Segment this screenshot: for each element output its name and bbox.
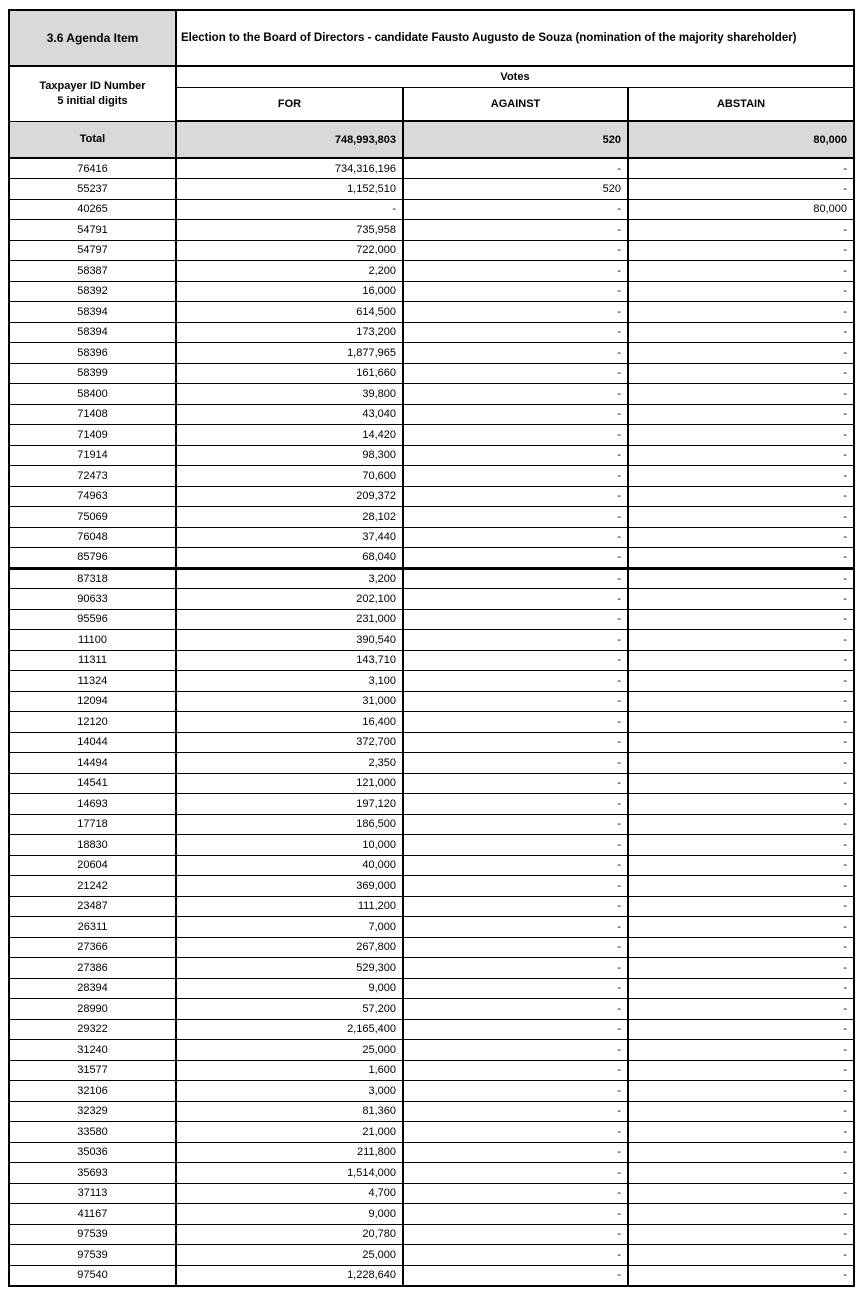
abstain-votes-cell: -: [628, 650, 854, 671]
abstain-votes-cell: -: [628, 876, 854, 897]
table-row: [9, 876, 854, 897]
taxpayer-id-cell: 87318: [9, 568, 176, 589]
for-votes-cell: 735,958: [176, 220, 403, 241]
against-votes-cell: -: [403, 527, 628, 548]
table-row: [9, 1019, 854, 1040]
table-row: [9, 917, 854, 938]
taxpayer-id-cell: 20604: [9, 855, 176, 876]
for-votes-cell: 39,800: [176, 384, 403, 405]
against-votes-cell: -: [403, 486, 628, 507]
abstain-votes-cell: -: [628, 158, 854, 179]
against-votes-cell: -: [403, 445, 628, 466]
table-row: [9, 691, 854, 712]
against-votes-cell: -: [403, 958, 628, 979]
against-votes-cell: -: [403, 855, 628, 876]
abstain-votes-cell: -: [628, 835, 854, 856]
against-votes-cell: -: [403, 425, 628, 446]
for-votes-cell: 186,500: [176, 814, 403, 835]
taxpayer-id-cell: 97539: [9, 1245, 176, 1266]
against-votes-cell: -: [403, 835, 628, 856]
abstain-votes-cell: -: [628, 1040, 854, 1061]
abstain-votes-cell: -: [628, 1019, 854, 1040]
total-against-votes: 520: [403, 121, 628, 158]
against-votes-cell: -: [403, 1122, 628, 1143]
against-votes-cell: -: [403, 794, 628, 815]
voting-results-table: [8, 9, 855, 1287]
taxpayer-id-header: [9, 66, 176, 121]
against-votes-cell: -: [403, 384, 628, 405]
against-votes-cell: -: [403, 1142, 628, 1163]
table-row: [9, 753, 854, 774]
abstain-votes-cell: -: [628, 1224, 854, 1245]
against-votes-cell: -: [403, 302, 628, 323]
abstain-votes-cell: -: [628, 1183, 854, 1204]
abstain-votes-cell: -: [628, 794, 854, 815]
abstain-votes-cell: -: [628, 1245, 854, 1266]
against-votes-cell: -: [403, 937, 628, 958]
against-votes-cell: -: [403, 1101, 628, 1122]
table-row: [9, 1060, 854, 1081]
abstain-votes-cell: 80,000: [628, 199, 854, 220]
taxpayer-id-cell: 12094: [9, 691, 176, 712]
taxpayer-id-cell: 17718: [9, 814, 176, 835]
against-votes-cell: -: [403, 712, 628, 733]
for-votes-cell: 173,200: [176, 322, 403, 343]
vote-rows: [9, 158, 854, 1286]
table-row: [9, 835, 854, 856]
taxpayer-id-cell: 31240: [9, 1040, 176, 1061]
taxpayer-id-cell: 21242: [9, 876, 176, 897]
abstain-votes-cell: -: [628, 589, 854, 610]
for-votes-cell: 9,000: [176, 978, 403, 999]
for-votes-cell: 614,500: [176, 302, 403, 323]
abstain-votes-cell: -: [628, 1060, 854, 1081]
table-row: [9, 794, 854, 815]
table-row: [9, 158, 854, 179]
for-votes-cell: 28,102: [176, 507, 403, 528]
for-votes-cell: 3,000: [176, 1081, 403, 1102]
against-votes-cell: -: [403, 609, 628, 630]
abstain-votes-cell: -: [628, 384, 854, 405]
against-votes-cell: -: [403, 1040, 628, 1061]
column-header-abstain: ABSTAIN: [628, 87, 854, 121]
for-votes-cell: 1,877,965: [176, 343, 403, 364]
against-votes-cell: -: [403, 240, 628, 261]
against-votes-cell: -: [403, 1081, 628, 1102]
abstain-votes-cell: -: [628, 958, 854, 979]
table-row: [9, 179, 854, 200]
table-row: [9, 261, 854, 282]
for-votes-cell: 2,165,400: [176, 1019, 403, 1040]
against-votes-cell: -: [403, 1204, 628, 1225]
table-row: [9, 1265, 854, 1286]
taxpayer-id-cell: 58399: [9, 363, 176, 384]
for-votes-cell: 211,800: [176, 1142, 403, 1163]
taxpayer-id-cell: 33580: [9, 1122, 176, 1143]
taxpayer-id-cell: 28990: [9, 999, 176, 1020]
taxpayer-id-cell: 11324: [9, 671, 176, 692]
for-votes-cell: 1,152,510: [176, 179, 403, 200]
abstain-votes-cell: -: [628, 712, 854, 733]
for-votes-cell: -: [176, 199, 403, 220]
table-row: [9, 1040, 854, 1061]
table-row: [9, 1183, 854, 1204]
table-row: [9, 343, 854, 364]
taxpayer-id-cell: 14044: [9, 732, 176, 753]
for-votes-cell: 2,350: [176, 753, 403, 774]
for-votes-cell: 529,300: [176, 958, 403, 979]
for-votes-cell: 16,400: [176, 712, 403, 733]
table-row: [9, 384, 854, 405]
against-votes-cell: -: [403, 363, 628, 384]
for-votes-cell: 81,360: [176, 1101, 403, 1122]
abstain-votes-cell: -: [628, 1122, 854, 1143]
for-votes-cell: 231,000: [176, 609, 403, 630]
against-votes-cell: -: [403, 1019, 628, 1040]
against-votes-cell: -: [403, 773, 628, 794]
abstain-votes-cell: -: [628, 568, 854, 589]
for-votes-cell: 1,514,000: [176, 1163, 403, 1184]
taxpayer-id-cell: 90633: [9, 589, 176, 610]
against-votes-cell: -: [403, 507, 628, 528]
for-votes-cell: 31,000: [176, 691, 403, 712]
table-row: [9, 630, 854, 651]
taxpayer-id-cell: 58387: [9, 261, 176, 282]
for-votes-cell: 37,440: [176, 527, 403, 548]
against-votes-cell: -: [403, 876, 628, 897]
taxpayer-id-cell: 71409: [9, 425, 176, 446]
total-label: Total: [9, 121, 176, 158]
against-votes-cell: -: [403, 1163, 628, 1184]
table-row: [9, 1081, 854, 1102]
table-row: [9, 732, 854, 753]
table-row: [9, 1101, 854, 1122]
table-row: [9, 589, 854, 610]
taxpayer-id-cell: 71914: [9, 445, 176, 466]
agenda-item-description: Election to the Board of Directors - candidate Fausto Augusto de Souza (nomination of the majority shareholder): [176, 10, 854, 66]
for-votes-cell: 143,710: [176, 650, 403, 671]
against-votes-cell: -: [403, 1060, 628, 1081]
for-votes-cell: 1,228,640: [176, 1265, 403, 1286]
against-votes-cell: -: [403, 1265, 628, 1286]
taxpayer-id-cell: 75069: [9, 507, 176, 528]
abstain-votes-cell: -: [628, 814, 854, 835]
for-votes-cell: 722,000: [176, 240, 403, 261]
abstain-votes-cell: -: [628, 1163, 854, 1184]
against-votes-cell: -: [403, 466, 628, 487]
taxpayer-id-cell: 76416: [9, 158, 176, 179]
taxpayer-id-cell: 11311: [9, 650, 176, 671]
abstain-votes-cell: -: [628, 261, 854, 282]
abstain-votes-cell: -: [628, 302, 854, 323]
taxpayer-id-cell: 40265: [9, 199, 176, 220]
abstain-votes-cell: -: [628, 1081, 854, 1102]
table-row: [9, 302, 854, 323]
abstain-votes-cell: -: [628, 978, 854, 999]
table-row: [9, 220, 854, 241]
table-row: [9, 814, 854, 835]
against-votes-cell: -: [403, 281, 628, 302]
abstain-votes-cell: -: [628, 732, 854, 753]
taxpayer-id-cell: 76048: [9, 527, 176, 548]
abstain-votes-cell: -: [628, 527, 854, 548]
taxpayer-id-cell: 27366: [9, 937, 176, 958]
table-row: [9, 486, 854, 507]
against-votes-cell: -: [403, 220, 628, 241]
taxpayer-id-header-line2: 5 initial digits: [57, 94, 128, 107]
table-row: [9, 240, 854, 261]
abstain-votes-cell: -: [628, 630, 854, 651]
abstain-votes-cell: -: [628, 179, 854, 200]
for-votes-cell: 372,700: [176, 732, 403, 753]
table-row: [9, 896, 854, 917]
table-row: [9, 1245, 854, 1266]
against-votes-cell: -: [403, 589, 628, 610]
for-votes-cell: 111,200: [176, 896, 403, 917]
for-votes-cell: 202,100: [176, 589, 403, 610]
abstain-votes-cell: -: [628, 404, 854, 425]
table-row: [9, 199, 854, 220]
taxpayer-id-cell: 14541: [9, 773, 176, 794]
table-row: [9, 1122, 854, 1143]
table-row: [9, 1204, 854, 1225]
taxpayer-id-cell: 95596: [9, 609, 176, 630]
table-row: [9, 404, 854, 425]
table-row: [9, 1163, 854, 1184]
table-row: [9, 650, 854, 671]
table-row: [9, 999, 854, 1020]
table-row: [9, 568, 854, 589]
taxpayer-id-cell: 11100: [9, 630, 176, 651]
taxpayer-id-cell: 14494: [9, 753, 176, 774]
for-votes-cell: 10,000: [176, 835, 403, 856]
for-votes-cell: 3,100: [176, 671, 403, 692]
abstain-votes-cell: -: [628, 281, 854, 302]
for-votes-cell: 16,000: [176, 281, 403, 302]
for-votes-cell: 70,600: [176, 466, 403, 487]
taxpayer-id-cell: 97540: [9, 1265, 176, 1286]
abstain-votes-cell: -: [628, 999, 854, 1020]
for-votes-cell: 197,120: [176, 794, 403, 815]
taxpayer-id-cell: 58396: [9, 343, 176, 364]
taxpayer-id-cell: 31577: [9, 1060, 176, 1081]
against-votes-cell: -: [403, 548, 628, 569]
against-votes-cell: -: [403, 322, 628, 343]
abstain-votes-cell: -: [628, 1265, 854, 1286]
for-votes-cell: 98,300: [176, 445, 403, 466]
for-votes-cell: 7,000: [176, 917, 403, 938]
against-votes-cell: -: [403, 691, 628, 712]
table-row: [9, 466, 854, 487]
for-votes-cell: 3,200: [176, 568, 403, 589]
abstain-votes-cell: -: [628, 896, 854, 917]
table-row: [9, 671, 854, 692]
column-header-for: FOR: [176, 87, 403, 121]
against-votes-cell: -: [403, 568, 628, 589]
against-votes-cell: 520: [403, 179, 628, 200]
taxpayer-id-cell: 12120: [9, 712, 176, 733]
for-votes-cell: 161,660: [176, 363, 403, 384]
abstain-votes-cell: -: [628, 425, 854, 446]
against-votes-cell: -: [403, 732, 628, 753]
for-votes-cell: 25,000: [176, 1040, 403, 1061]
abstain-votes-cell: -: [628, 466, 854, 487]
abstain-votes-cell: -: [628, 220, 854, 241]
table-row: [9, 773, 854, 794]
abstain-votes-cell: -: [628, 322, 854, 343]
abstain-votes-cell: -: [628, 753, 854, 774]
table-row: [9, 712, 854, 733]
agenda-item-label: 3.6 Agenda Item: [9, 10, 176, 66]
abstain-votes-cell: -: [628, 691, 854, 712]
abstain-votes-cell: -: [628, 671, 854, 692]
against-votes-cell: -: [403, 199, 628, 220]
taxpayer-id-cell: 55237: [9, 179, 176, 200]
abstain-votes-cell: -: [628, 1142, 854, 1163]
taxpayer-id-cell: 72473: [9, 466, 176, 487]
against-votes-cell: -: [403, 896, 628, 917]
against-votes-cell: -: [403, 753, 628, 774]
document-page: [8, 9, 855, 1287]
for-votes-cell: 40,000: [176, 855, 403, 876]
taxpayer-id-cell: 41167: [9, 1204, 176, 1225]
abstain-votes-cell: -: [628, 937, 854, 958]
against-votes-cell: -: [403, 1224, 628, 1245]
for-votes-cell: 2,200: [176, 261, 403, 282]
table-row: [9, 507, 854, 528]
abstain-votes-cell: -: [628, 1204, 854, 1225]
taxpayer-id-cell: 29322: [9, 1019, 176, 1040]
abstain-votes-cell: -: [628, 486, 854, 507]
table-row: [9, 978, 854, 999]
taxpayer-id-cell: 54797: [9, 240, 176, 261]
table-row: [9, 322, 854, 343]
taxpayer-id-cell: 35036: [9, 1142, 176, 1163]
table-row: [9, 425, 854, 446]
abstain-votes-cell: -: [628, 445, 854, 466]
against-votes-cell: -: [403, 978, 628, 999]
taxpayer-id-cell: 58394: [9, 302, 176, 323]
against-votes-cell: -: [403, 671, 628, 692]
taxpayer-id-cell: 74963: [9, 486, 176, 507]
taxpayer-id-cell: 35693: [9, 1163, 176, 1184]
votes-header: Votes: [176, 66, 854, 87]
table-row: [9, 1142, 854, 1163]
taxpayer-id-cell: 54791: [9, 220, 176, 241]
abstain-votes-cell: -: [628, 507, 854, 528]
table-row: [9, 855, 854, 876]
taxpayer-id-cell: 27386: [9, 958, 176, 979]
against-votes-cell: -: [403, 404, 628, 425]
abstain-votes-cell: -: [628, 343, 854, 364]
taxpayer-id-header-line1: Taxpayer ID Number: [39, 79, 146, 92]
abstain-votes-cell: -: [628, 917, 854, 938]
for-votes-cell: 4,700: [176, 1183, 403, 1204]
taxpayer-id-cell: 28394: [9, 978, 176, 999]
for-votes-cell: 390,540: [176, 630, 403, 651]
for-votes-cell: 369,000: [176, 876, 403, 897]
taxpayer-id-cell: 97539: [9, 1224, 176, 1245]
abstain-votes-cell: -: [628, 773, 854, 794]
against-votes-cell: -: [403, 343, 628, 364]
table-row: [9, 609, 854, 630]
for-votes-cell: 57,200: [176, 999, 403, 1020]
against-votes-cell: -: [403, 1183, 628, 1204]
taxpayer-id-cell: 32329: [9, 1101, 176, 1122]
against-votes-cell: -: [403, 261, 628, 282]
table-row: [9, 445, 854, 466]
for-votes-cell: 14,420: [176, 425, 403, 446]
against-votes-cell: -: [403, 158, 628, 179]
against-votes-cell: -: [403, 999, 628, 1020]
against-votes-cell: -: [403, 814, 628, 835]
for-votes-cell: 43,040: [176, 404, 403, 425]
taxpayer-id-cell: 58392: [9, 281, 176, 302]
abstain-votes-cell: -: [628, 363, 854, 384]
table-row: [9, 937, 854, 958]
for-votes-cell: 267,800: [176, 937, 403, 958]
total-for-votes: 748,993,803: [176, 121, 403, 158]
against-votes-cell: -: [403, 1245, 628, 1266]
for-votes-cell: 209,372: [176, 486, 403, 507]
against-votes-cell: -: [403, 630, 628, 651]
taxpayer-id-cell: 18830: [9, 835, 176, 856]
table-row: [9, 363, 854, 384]
taxpayer-id-cell: 58400: [9, 384, 176, 405]
taxpayer-id-cell: 26311: [9, 917, 176, 938]
table-row: [9, 958, 854, 979]
total-row: [9, 121, 854, 158]
taxpayer-id-cell: 37113: [9, 1183, 176, 1204]
table-row: [9, 1224, 854, 1245]
abstain-votes-cell: -: [628, 855, 854, 876]
table-row: [9, 527, 854, 548]
abstain-votes-cell: -: [628, 548, 854, 569]
for-votes-cell: 1,600: [176, 1060, 403, 1081]
abstain-votes-cell: -: [628, 609, 854, 630]
taxpayer-id-cell: 71408: [9, 404, 176, 425]
against-votes-cell: -: [403, 917, 628, 938]
for-votes-cell: 21,000: [176, 1122, 403, 1143]
abstain-votes-cell: -: [628, 240, 854, 261]
for-votes-cell: 734,316,196: [176, 158, 403, 179]
for-votes-cell: 25,000: [176, 1245, 403, 1266]
total-abstain-votes: 80,000: [628, 121, 854, 158]
taxpayer-id-cell: 85796: [9, 548, 176, 569]
for-votes-cell: 20,780: [176, 1224, 403, 1245]
taxpayer-id-cell: 14693: [9, 794, 176, 815]
against-votes-cell: -: [403, 650, 628, 671]
column-header-against: AGAINST: [403, 87, 628, 121]
for-votes-cell: 68,040: [176, 548, 403, 569]
for-votes-cell: 9,000: [176, 1204, 403, 1225]
table-row: [9, 281, 854, 302]
votes-header-row: [9, 66, 854, 87]
for-votes-cell: 121,000: [176, 773, 403, 794]
agenda-header-row: [9, 10, 854, 66]
table-row: [9, 548, 854, 569]
taxpayer-id-cell: 32106: [9, 1081, 176, 1102]
taxpayer-id-cell: 23487: [9, 896, 176, 917]
abstain-votes-cell: -: [628, 1101, 854, 1122]
taxpayer-id-cell: 58394: [9, 322, 176, 343]
